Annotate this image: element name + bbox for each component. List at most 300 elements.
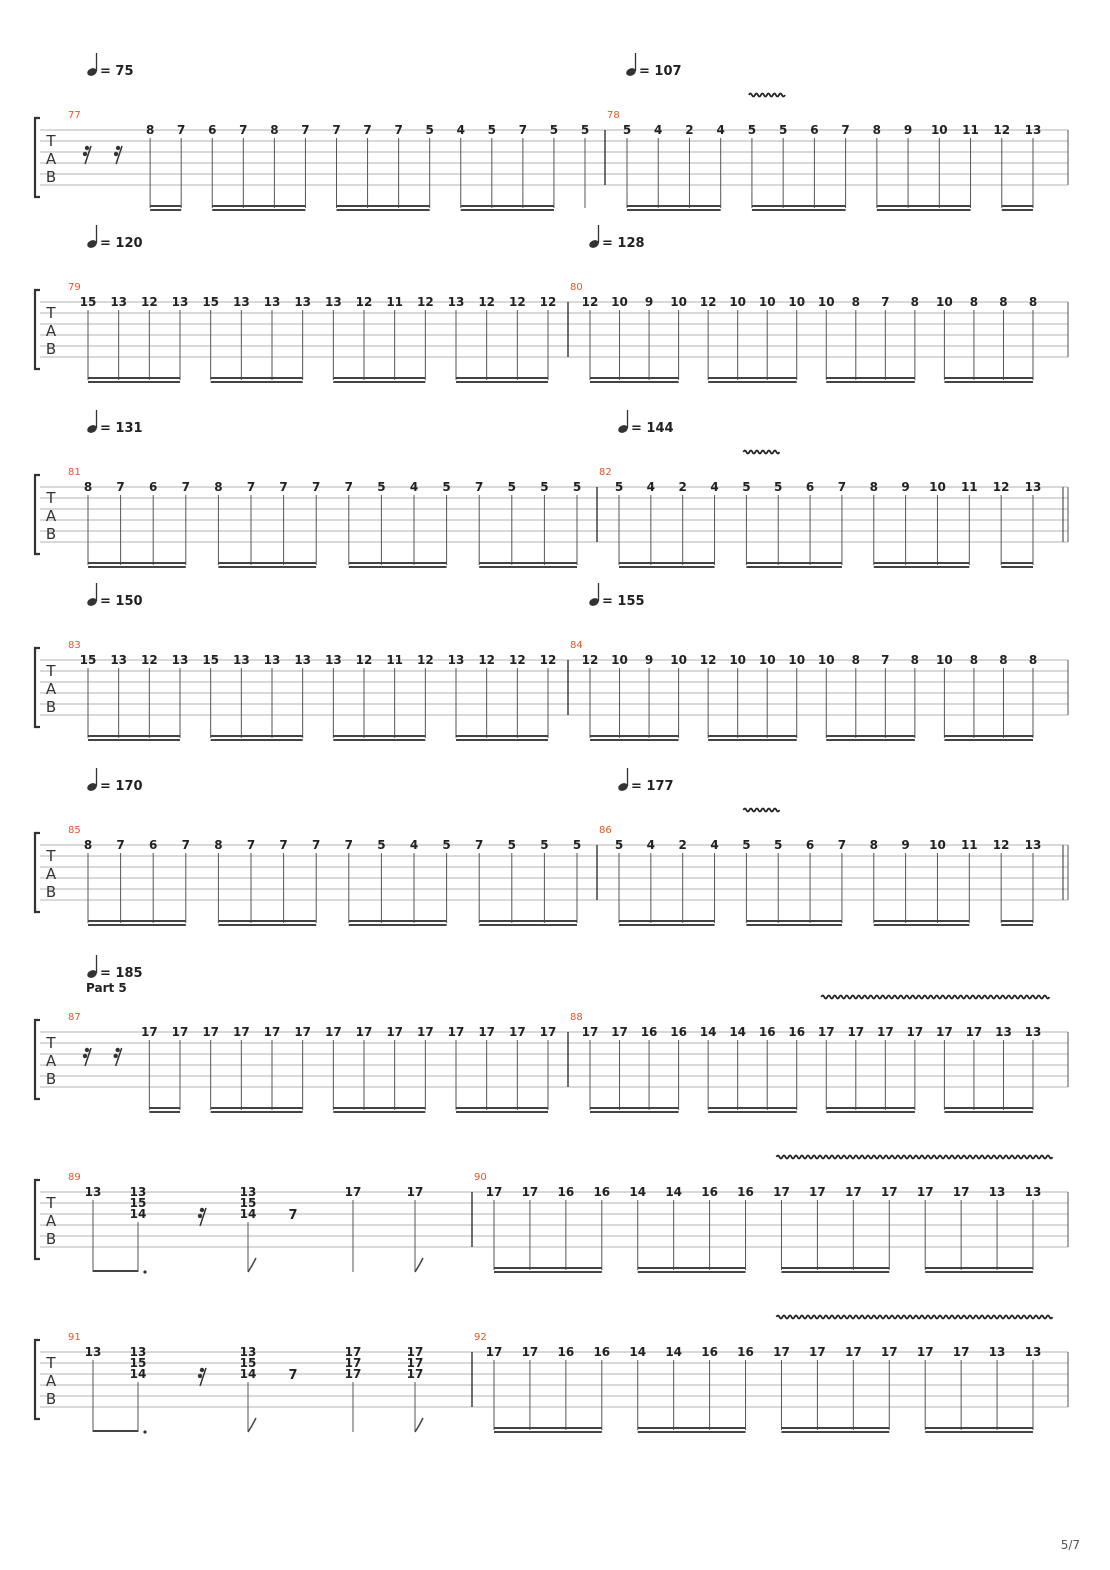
fret-number: 17 — [906, 1025, 924, 1039]
fret-number: 7 — [475, 838, 484, 852]
tab-clef-letter: B — [45, 168, 57, 186]
measure — [68, 410, 581, 567]
fret-number: 13 — [110, 653, 128, 667]
fret-number: 14 — [699, 1025, 717, 1039]
tab-clef-letter: B — [45, 340, 57, 358]
fret-number: 16 — [737, 1185, 754, 1199]
fret-number: 17 — [485, 1185, 503, 1199]
fret-number: 7 — [344, 480, 353, 494]
tab-clef-letter: B — [45, 1390, 57, 1408]
rest-dot — [113, 1054, 117, 1058]
fret-number: 13 — [84, 1185, 102, 1199]
fret-number: 7 — [279, 838, 288, 852]
fret-number: 7 — [181, 838, 190, 852]
section-label: Part 5 — [86, 981, 127, 995]
rest-dot — [200, 1368, 204, 1372]
fret-number: 17 — [344, 1185, 362, 1199]
tab-clef-letter: T — [46, 847, 56, 865]
note-flag — [415, 1258, 423, 1272]
fret-number: 10 — [817, 295, 835, 309]
fret-number: 6 — [208, 123, 217, 137]
fret-number: 17 — [171, 1025, 189, 1039]
fret-number: 13 — [84, 1345, 102, 1359]
fret-number: 5 — [774, 838, 783, 852]
fret-number: 10 — [817, 653, 835, 667]
fret-number: 8 — [214, 480, 223, 494]
measure-number: 90 — [474, 1172, 487, 1183]
fret-number: 15 — [129, 1356, 147, 1370]
tab-clef-letter: B — [45, 698, 57, 716]
fret-number: 10 — [936, 295, 953, 309]
fret-number: 10 — [611, 653, 628, 667]
fret-number: 13 — [129, 1185, 147, 1199]
fret-number: 8 — [145, 123, 155, 137]
fret-number: 17 — [324, 1025, 342, 1039]
fret-number: 8 — [969, 653, 979, 667]
vibrato-mark — [743, 809, 779, 812]
fret-number: 5 — [778, 123, 788, 137]
fret-number: 8 — [1028, 653, 1038, 667]
fret-number: 12 — [993, 123, 1011, 137]
fret-number: 17 — [880, 1185, 898, 1199]
fret-number: 11 — [386, 653, 404, 667]
fret-number: 7 — [475, 480, 484, 494]
measure — [68, 1172, 423, 1274]
tab-system — [35, 1156, 1068, 1274]
fret-number: 8 — [910, 653, 920, 667]
fret-number: 15 — [202, 653, 220, 667]
fret-number: 7 — [344, 838, 353, 852]
fret-number: 7 — [246, 838, 256, 852]
fret-number: 8 — [869, 838, 878, 852]
fret-number: 7 — [279, 480, 288, 494]
vibrato-mark — [776, 1156, 1052, 1159]
system-bracket — [35, 1020, 40, 1099]
measure-number: 80 — [570, 282, 583, 293]
tempo-marking: = 131 — [100, 421, 143, 436]
fret-number: 13 — [324, 295, 342, 309]
tab-clef-letter: B — [45, 525, 57, 543]
fret-number: 14 — [629, 1185, 647, 1199]
fret-number: 16 — [701, 1185, 718, 1199]
fret-number: 16 — [593, 1185, 611, 1199]
tempo-marking: = 150 — [100, 594, 143, 609]
fret-number: 15 — [202, 295, 220, 309]
fret-number: 17 — [936, 1025, 953, 1039]
fret-number: 14 — [629, 1345, 647, 1359]
fret-number: 12 — [416, 653, 434, 667]
fret-number: 9 — [644, 295, 654, 309]
fret-number: 13 — [171, 653, 189, 667]
fret-number: 14 — [129, 1207, 147, 1221]
fret-number: 13 — [171, 295, 189, 309]
fret-number: 17 — [916, 1345, 934, 1359]
system-bracket — [35, 1180, 40, 1259]
fret-number: 13 — [263, 295, 281, 309]
fret-number: 17 — [809, 1185, 826, 1199]
tab-clef-letter: T — [46, 489, 56, 507]
fret-number: 17 — [263, 1025, 281, 1039]
measure-number: 77 — [68, 110, 81, 121]
fret-number: 7 — [181, 480, 190, 494]
dot — [143, 1430, 146, 1433]
fret-number: 7 — [837, 838, 847, 852]
fret-number: 5 — [507, 838, 516, 852]
tab-clef-letter: B — [45, 1070, 57, 1088]
fret-number: 11 — [960, 838, 978, 852]
fret-number: 2 — [685, 123, 694, 137]
vibrato-mark — [776, 1316, 1052, 1319]
tab-clef-letter: A — [45, 680, 57, 698]
fret-number: 17 — [965, 1025, 983, 1039]
fret-number: 7 — [881, 653, 890, 667]
fret-number: 4 — [716, 123, 725, 137]
fret-number: 13 — [232, 653, 250, 667]
measure — [68, 768, 581, 925]
fret-number: 12 — [355, 653, 373, 667]
fret-number: 7 — [301, 123, 310, 137]
fret-number: 10 — [788, 653, 806, 667]
fret-number: 7 — [312, 838, 321, 852]
fret-number: 13 — [1024, 123, 1042, 137]
fret-number: 13 — [1024, 1185, 1042, 1199]
fret-number: 12 — [140, 653, 158, 667]
system-bracket — [35, 1340, 40, 1419]
tab-clef-letter: B — [45, 1230, 57, 1248]
fret-number: 5 — [540, 838, 549, 852]
measure-number: 79 — [68, 282, 81, 293]
system-bracket — [35, 833, 40, 912]
tab-clef-letter: B — [45, 883, 57, 901]
fret-number: 17 — [880, 1345, 898, 1359]
fret-number: 12 — [581, 295, 599, 309]
fret-number: 10 — [936, 653, 953, 667]
fret-number: 10 — [758, 295, 776, 309]
fret-number: 17 — [202, 1025, 220, 1039]
measure — [68, 1332, 423, 1434]
fret-number: 17 — [232, 1025, 250, 1039]
fret-number: 17 — [485, 1345, 503, 1359]
fret-number: 12 — [699, 295, 717, 309]
dot — [143, 1270, 146, 1273]
fret-number: 17 — [140, 1025, 158, 1039]
tab-clef-letter: T — [46, 132, 56, 150]
fret-number: 17 — [611, 1025, 628, 1039]
tab-system — [35, 583, 1068, 740]
fret-number: 5 — [774, 480, 783, 494]
fret-number: 4 — [646, 480, 656, 494]
fret-number: 10 — [788, 295, 806, 309]
fret-number: 16 — [640, 1025, 658, 1039]
fret-number: 12 — [508, 653, 526, 667]
fret-number: 17 — [406, 1367, 424, 1381]
fret-number: 16 — [788, 1025, 806, 1039]
tempo-marking: = 120 — [100, 236, 143, 251]
fret-number: 12 — [699, 653, 717, 667]
tempo-marking: = 155 — [602, 594, 645, 609]
fret-number: 14 — [665, 1185, 683, 1199]
fret-number: 16 — [593, 1345, 611, 1359]
fret-number: 13 — [239, 1185, 257, 1199]
fret-number: 4 — [456, 123, 465, 137]
fret-number: 13 — [1024, 1345, 1042, 1359]
vibrato-mark — [743, 451, 779, 454]
fret-number: 5 — [507, 480, 516, 494]
measure — [570, 225, 1037, 382]
fret-number: 13 — [129, 1345, 147, 1359]
tab-clef-letter: A — [45, 1372, 57, 1390]
fret-number: 5 — [442, 480, 451, 494]
measure — [599, 768, 1063, 925]
fret-number: 15 — [129, 1196, 147, 1210]
fret-number: 12 — [539, 295, 557, 309]
measure-number: 81 — [68, 467, 81, 478]
tab-system — [35, 53, 1068, 210]
fret-number: 10 — [670, 295, 687, 309]
fret-number: 12 — [992, 480, 1010, 494]
fret-number: 11 — [960, 480, 978, 494]
tempo-marking: = 144 — [631, 421, 674, 436]
tab-clef-letter: T — [46, 1034, 56, 1052]
fret-number: 10 — [729, 653, 747, 667]
fret-number: 5 — [747, 123, 757, 137]
fret-number: 13 — [263, 653, 281, 667]
rest-dot — [198, 1374, 202, 1378]
fret-number: 17 — [521, 1185, 539, 1199]
fret-number: 8 — [910, 295, 920, 309]
fret-number: 13 — [232, 295, 250, 309]
eighth-rest: 7 — [288, 1368, 298, 1383]
fret-number: 17 — [876, 1025, 894, 1039]
fret-number: 8 — [270, 123, 279, 137]
fret-number: 5 — [549, 123, 559, 137]
fret-number: 8 — [83, 838, 93, 852]
fret-number: 9 — [901, 480, 910, 494]
fret-number: 7 — [841, 123, 850, 137]
tab-clef-letter: T — [46, 304, 56, 322]
fret-number: 14 — [239, 1367, 257, 1381]
fret-number: 5 — [580, 123, 590, 137]
measure — [570, 583, 1037, 740]
fret-number: 4 — [409, 838, 419, 852]
fret-number: 16 — [670, 1025, 687, 1039]
fret-number: 13 — [294, 653, 312, 667]
fret-number: 5 — [487, 123, 496, 137]
rest-dot — [115, 1048, 119, 1052]
fret-number: 17 — [406, 1185, 424, 1199]
fret-number: 7 — [332, 123, 341, 137]
fret-number: 6 — [810, 123, 819, 137]
fret-number: 7 — [177, 123, 186, 137]
tempo-marking: = 170 — [100, 779, 143, 794]
fret-number: 5 — [442, 838, 451, 852]
tab-clef-letter: T — [46, 662, 56, 680]
fret-number: 2 — [678, 838, 687, 852]
fret-number: 17 — [406, 1345, 424, 1359]
measure-number: 84 — [570, 640, 583, 651]
measure-number: 83 — [68, 640, 81, 651]
fret-number: 6 — [805, 480, 815, 494]
fret-number: 13 — [239, 1345, 257, 1359]
measure-number: 91 — [68, 1332, 81, 1343]
system-bracket — [35, 118, 40, 197]
fret-number: 17 — [952, 1185, 970, 1199]
tab-clef-letter: T — [46, 1194, 56, 1212]
fret-number: 17 — [844, 1345, 862, 1359]
tempo-marking: = 107 — [639, 64, 682, 79]
fret-number: 15 — [79, 295, 97, 309]
note-flag — [415, 1418, 423, 1432]
fret-number: 13 — [988, 1185, 1006, 1199]
fret-number: 4 — [646, 838, 656, 852]
fret-number: 17 — [406, 1356, 424, 1370]
fret-number: 17 — [386, 1025, 404, 1039]
tab-system — [35, 1316, 1068, 1434]
fret-number: 17 — [817, 1025, 835, 1039]
rest-dot — [83, 1054, 87, 1058]
rest-dot — [200, 1208, 204, 1212]
fret-number: 17 — [844, 1185, 862, 1199]
fret-number: 11 — [962, 123, 979, 137]
fret-number: 7 — [116, 838, 125, 852]
fret-number: 7 — [394, 123, 403, 137]
fret-number: 7 — [363, 123, 372, 137]
fret-number: 13 — [447, 295, 465, 309]
tab-clef-letter: T — [46, 1354, 56, 1372]
note-flag — [248, 1258, 256, 1272]
measure — [68, 225, 556, 382]
measure-number: 82 — [599, 467, 612, 478]
rest-dot — [198, 1214, 202, 1218]
system-bracket — [35, 475, 40, 554]
tempo-marking: = 185 — [100, 966, 143, 981]
fret-number: 17 — [416, 1025, 434, 1039]
tab-clef-letter: A — [45, 1052, 57, 1070]
measure-number: 87 — [68, 1012, 81, 1023]
fret-number: 17 — [478, 1025, 496, 1039]
tab-system — [35, 410, 1068, 567]
fret-number: 7 — [518, 123, 528, 137]
fret-number: 13 — [1024, 480, 1042, 494]
fret-number: 4 — [710, 480, 719, 494]
fret-number: 17 — [581, 1025, 599, 1039]
fret-number: 14 — [129, 1367, 147, 1381]
fret-number: 16 — [758, 1025, 776, 1039]
fret-number: 17 — [847, 1025, 865, 1039]
fret-number: 10 — [611, 295, 628, 309]
fret-number: 6 — [805, 838, 815, 852]
tab-system — [35, 768, 1068, 925]
fret-number: 5 — [572, 480, 582, 494]
measure-number: 89 — [68, 1172, 81, 1183]
tab-system — [35, 225, 1068, 382]
fret-number: 13 — [110, 295, 128, 309]
measure — [607, 53, 1041, 210]
fret-number: 5 — [622, 123, 632, 137]
measure — [68, 955, 556, 1112]
fret-number: 8 — [999, 653, 1008, 667]
fret-number: 10 — [929, 838, 946, 852]
fret-number: 16 — [701, 1345, 718, 1359]
tempo-marking: = 75 — [100, 64, 134, 79]
rest-dot — [83, 152, 87, 156]
fret-number: 17 — [809, 1345, 826, 1359]
tab-clef-letter: A — [45, 1212, 57, 1230]
fret-number: 9 — [901, 838, 910, 852]
fret-number: 13 — [1024, 838, 1042, 852]
measure-number: 92 — [474, 1332, 487, 1343]
fret-number: 14 — [239, 1207, 257, 1221]
tab-clef-letter: A — [45, 865, 57, 883]
fret-number: 17 — [952, 1345, 970, 1359]
fret-number: 17 — [508, 1025, 526, 1039]
fret-number: 7 — [246, 480, 256, 494]
fret-number: 14 — [665, 1345, 683, 1359]
tab-clef-letter: A — [45, 150, 57, 168]
fret-number: 5 — [377, 480, 386, 494]
fret-number: 16 — [737, 1345, 754, 1359]
fret-number: 15 — [79, 653, 97, 667]
fret-number: 12 — [508, 295, 526, 309]
note-flag — [248, 1418, 256, 1432]
fret-number: 17 — [344, 1345, 362, 1359]
fret-number: 7 — [239, 123, 248, 137]
fret-number: 12 — [140, 295, 158, 309]
fret-number: 7 — [312, 480, 321, 494]
tempo-marking: = 128 — [602, 236, 645, 251]
fret-number: 17 — [344, 1356, 362, 1370]
fret-number: 12 — [581, 653, 599, 667]
fret-number: 5 — [742, 838, 751, 852]
fret-number: 12 — [478, 653, 496, 667]
system-bracket — [35, 290, 40, 369]
fret-number: 8 — [869, 480, 878, 494]
fret-number: 12 — [355, 295, 373, 309]
fret-number: 8 — [851, 295, 860, 309]
fret-number: 8 — [999, 295, 1008, 309]
fret-number: 12 — [416, 295, 434, 309]
fret-number: 5 — [377, 838, 386, 852]
fret-number: 8 — [851, 653, 860, 667]
fret-number: 10 — [729, 295, 747, 309]
tab-clef-letter: A — [45, 507, 57, 525]
fret-number: 5 — [614, 838, 624, 852]
eighth-rest: 7 — [288, 1208, 298, 1223]
fret-number: 5 — [614, 480, 624, 494]
rest-dot — [116, 146, 120, 150]
fret-number: 15 — [239, 1196, 257, 1210]
tempo-marking: = 177 — [631, 779, 674, 794]
fret-number: 17 — [355, 1025, 373, 1039]
fret-number: 4 — [710, 838, 719, 852]
rest-dot — [85, 146, 89, 150]
tab-clef-letter: A — [45, 322, 57, 340]
fret-number: 5 — [742, 480, 751, 494]
fret-number: 13 — [988, 1345, 1006, 1359]
fret-number: 17 — [773, 1345, 790, 1359]
system-bracket — [35, 648, 40, 727]
fret-number: 12 — [478, 295, 496, 309]
fret-number: 9 — [644, 653, 654, 667]
fret-number: 17 — [521, 1345, 539, 1359]
fret-number: 14 — [729, 1025, 747, 1039]
fret-number: 17 — [916, 1185, 934, 1199]
measure-number: 86 — [599, 825, 612, 836]
fret-number: 8 — [214, 838, 223, 852]
fret-number: 6 — [149, 480, 158, 494]
fret-number: 16 — [557, 1185, 575, 1199]
fret-number: 5 — [540, 480, 549, 494]
